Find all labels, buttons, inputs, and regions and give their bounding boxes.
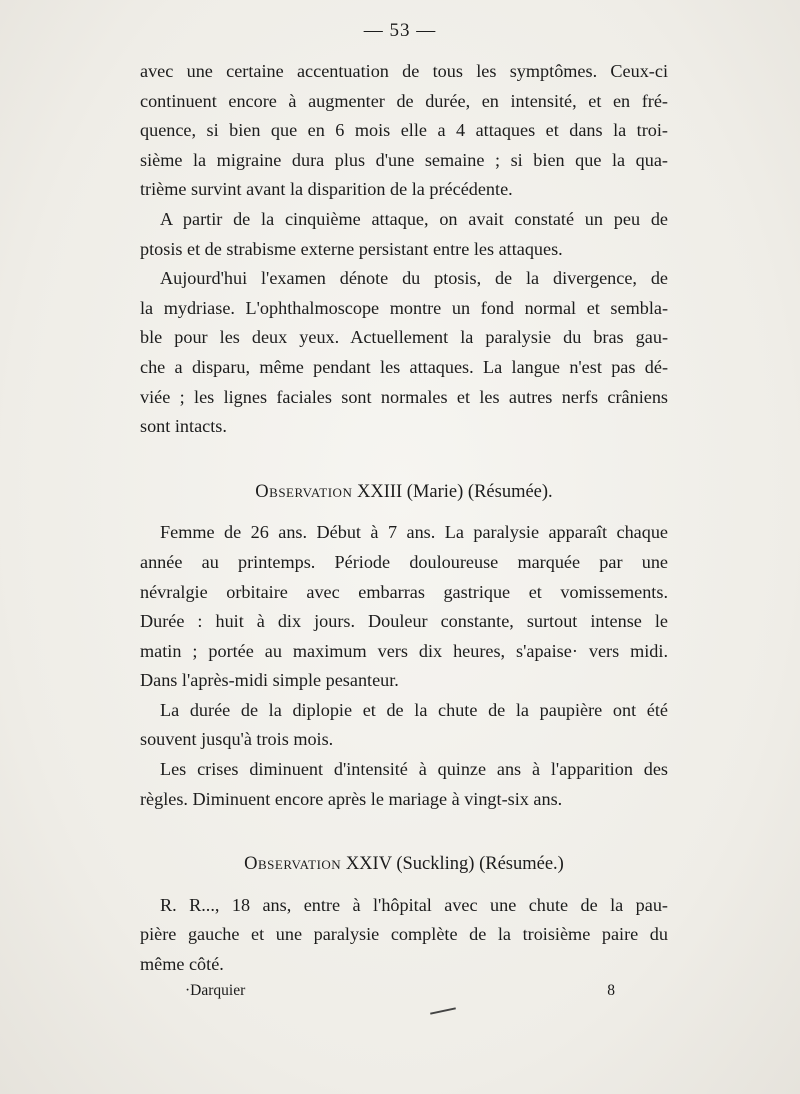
text-line: la mydriase. L'ophthalmoscope montre un fond normal et sembla- [140,297,668,318]
observation-title: XXIV (Suckling) (Résumée.) [345,854,564,875]
body-text [140,57,668,980]
text-line: trième survint avant la disparition de la précédente. [140,179,513,200]
text-line: che a disparu, même pendant les attaques. La langue n'est pas dé- [140,356,668,377]
paragraph [140,264,668,442]
text-line: viée ; les lignes faciales sont normales et les autres nerfs crâniens [140,386,668,407]
paragraph [140,696,668,755]
paragraph [140,57,668,205]
ink-dash-mark [430,1007,456,1014]
text-line: même côté. [140,954,224,975]
footer-signature-mark: 8 [607,982,615,999]
text-line: R. R..., 18 ans, entre à l'hôpital avec une chute de la pau- [160,894,668,915]
observation-heading [140,850,668,880]
text-line: Femme de 26 ans. Début à 7 ans. La paralysie apparaît chaque [160,522,668,543]
text-line: matin ; portée au maximum vers dix heures, s'apaise· vers midi. [140,640,668,661]
text-line: Durée : huit à dix jours. Douleur constante, surtout intense le [140,611,668,632]
text-line: année au printemps. Période douloureuse marquée par une [140,551,668,572]
observation-label: Observation [255,481,353,502]
text-line: souvent jusqu'à trois mois. [140,729,334,750]
text-line: avec une certaine accentuation de tous les symptômes. Ceux-ci [140,61,668,81]
paragraph [140,755,668,814]
text-line: A partir de la cinquième attaque, on avait constaté un peu de [160,208,668,229]
text-line: règles. Diminuent encore après le mariage à vingt-six ans. [140,788,563,809]
text-line: Les crises diminuent d'intensité à quinze ans à l'apparition des [160,759,668,780]
footer-author: ·Darquier [185,982,246,999]
text-line: pière gauche et une paralysie complète de la troisième paire du [140,924,668,945]
text-line: sième la migraine dura plus d'une semaine ; si bien que la qua- [140,149,668,170]
text-line: Aujourd'hui l'examen dénote du ptosis, de la divergence, de [160,268,668,289]
text-line: continuent encore à augmenter de durée, en intensité, et en fré- [140,90,668,111]
observation-heading [140,478,668,508]
text-line: quence, si bien que en 6 mois elle a 4 attaques et dans la troi- [140,120,668,141]
text-line: Dans l'après-midi simple pesanteur. [140,670,399,691]
text-line: La durée de la diplopie et de la chute de la paupière ont été [160,699,668,720]
text-line: névralgie orbitaire avec embarras gastrique et vomissements. [140,581,668,602]
observation-title: XXIII (Marie) (Résumée). [356,481,553,502]
paragraph [140,891,668,980]
text-line: ble pour les deux yeux. Actuellement la paralysie du bras gau- [140,327,668,348]
page-number: — 53 — [363,20,437,41]
paragraph [140,518,668,696]
observation-label: Observation [244,854,342,875]
paragraph [140,205,668,264]
text-line: ptosis et de strabisme externe persistant entre les attaques. [140,238,563,259]
text-line: sont intacts. [140,416,227,437]
